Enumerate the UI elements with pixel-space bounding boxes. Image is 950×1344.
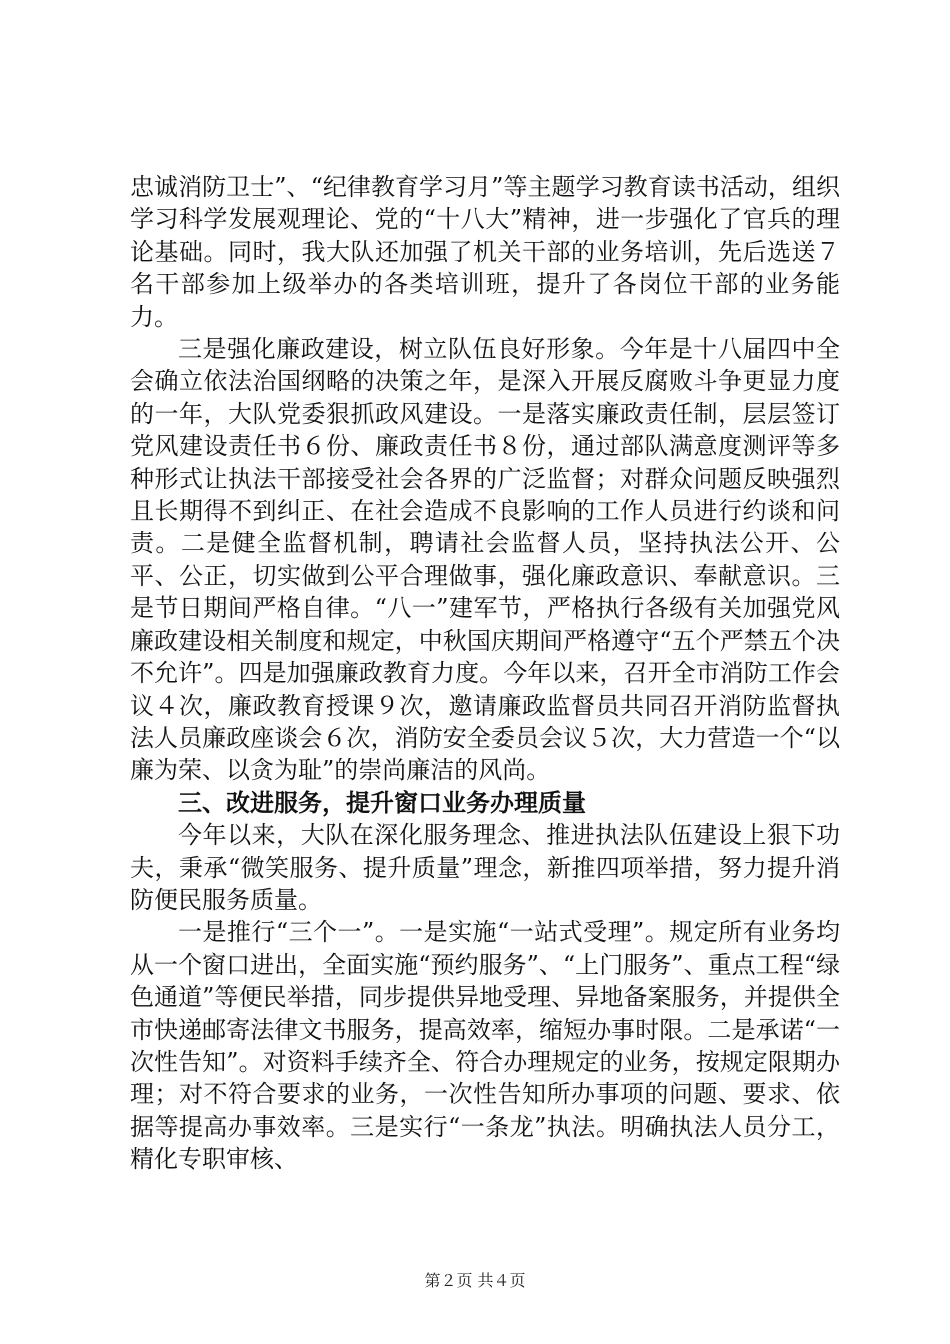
paragraph-three-ones: 一是推行“三个一”。一是实施“一站式受理”。规定所有业务均从一个窗口进出，全面实施“预约服务”、“上门服务”、重点工程“绿色通道”等便民举措，同步提供异地受理、异地备案服务，并提供全市快递邮寄法律文书服务，提高效率，缩短办事时限。二是承诺“一次性告知”。对资料手续齐全、符合办理规定的业务，按规定限期办理；对不符合要求的业务，一次性告知所办事项的问题、要求、依据等提高办事效率。三是实行“一条龙”执法。明确执法人员分工，精化专职审核、 [130, 918, 840, 1174]
document-body [130, 171, 840, 1176]
section-heading: 三、改进服务，提升窗口业务办理质量 [178, 788, 586, 817]
paragraph-integrity-building: 三是强化廉政建设，树立队伍良好形象。今年是十八届四中全会确立依法治国纲略的决策之年，是深入开展反腐败斗争更显力度的一年，大队党委狠抓政风建设。一是落实廉政责任制，层层签订党风建设责任书６份、廉政责任书８份，通过部队满意度测评等多种形式让执法干部接受社会各界的广泛监督；对群众问题反映强烈且长期得不到纠正、在社会造成不良影响的工作人员进行约谈和问责。二是健全监督机制，聘请社会监督人员，坚持执法公开、公平、公正，切实做到公平合理做事，强化廉政意识、奉献意识。三是节日期间严格自律。“八一”建军节，严格执行各级有关加强党风廉政建设相关制度和规定，中秋国庆期间严格遵守“五个严禁五个决不允许”。四是加强廉政教育力度。今年以来，召开全市消防工作会议４次，廉政教育授课９次，邀请廉政监督员共同召开消防监督执法人员廉政座谈会６次，消防安全委员会议５次，大力营造一个“以廉为荣、以贪为耻”的崇尚廉洁的风尚。 [130, 335, 840, 785]
paragraph-continued: 忠诚消防卫士”、“纪律教育学习月”等主题学习教育读书活动，组织学习科学发展观理论、党的“十八大”精神，进一步强化了官兵的理论基础。同时，我大队还加强了机关干部的业务培训，先后选送７名干部参加上级举办的各类培训班，提升了各岗位干部的业务能力。 [130, 173, 840, 331]
page-footer: 第２页 共４页 [424, 1271, 526, 1290]
paragraph-service-intro: 今年以来，大队在深化服务理念、推进执法队伍建设上狠下功夫，秉承“微笑服务、提升质量”理念，新推四项举措，努力提升消防便民服务质量。 [130, 821, 840, 914]
